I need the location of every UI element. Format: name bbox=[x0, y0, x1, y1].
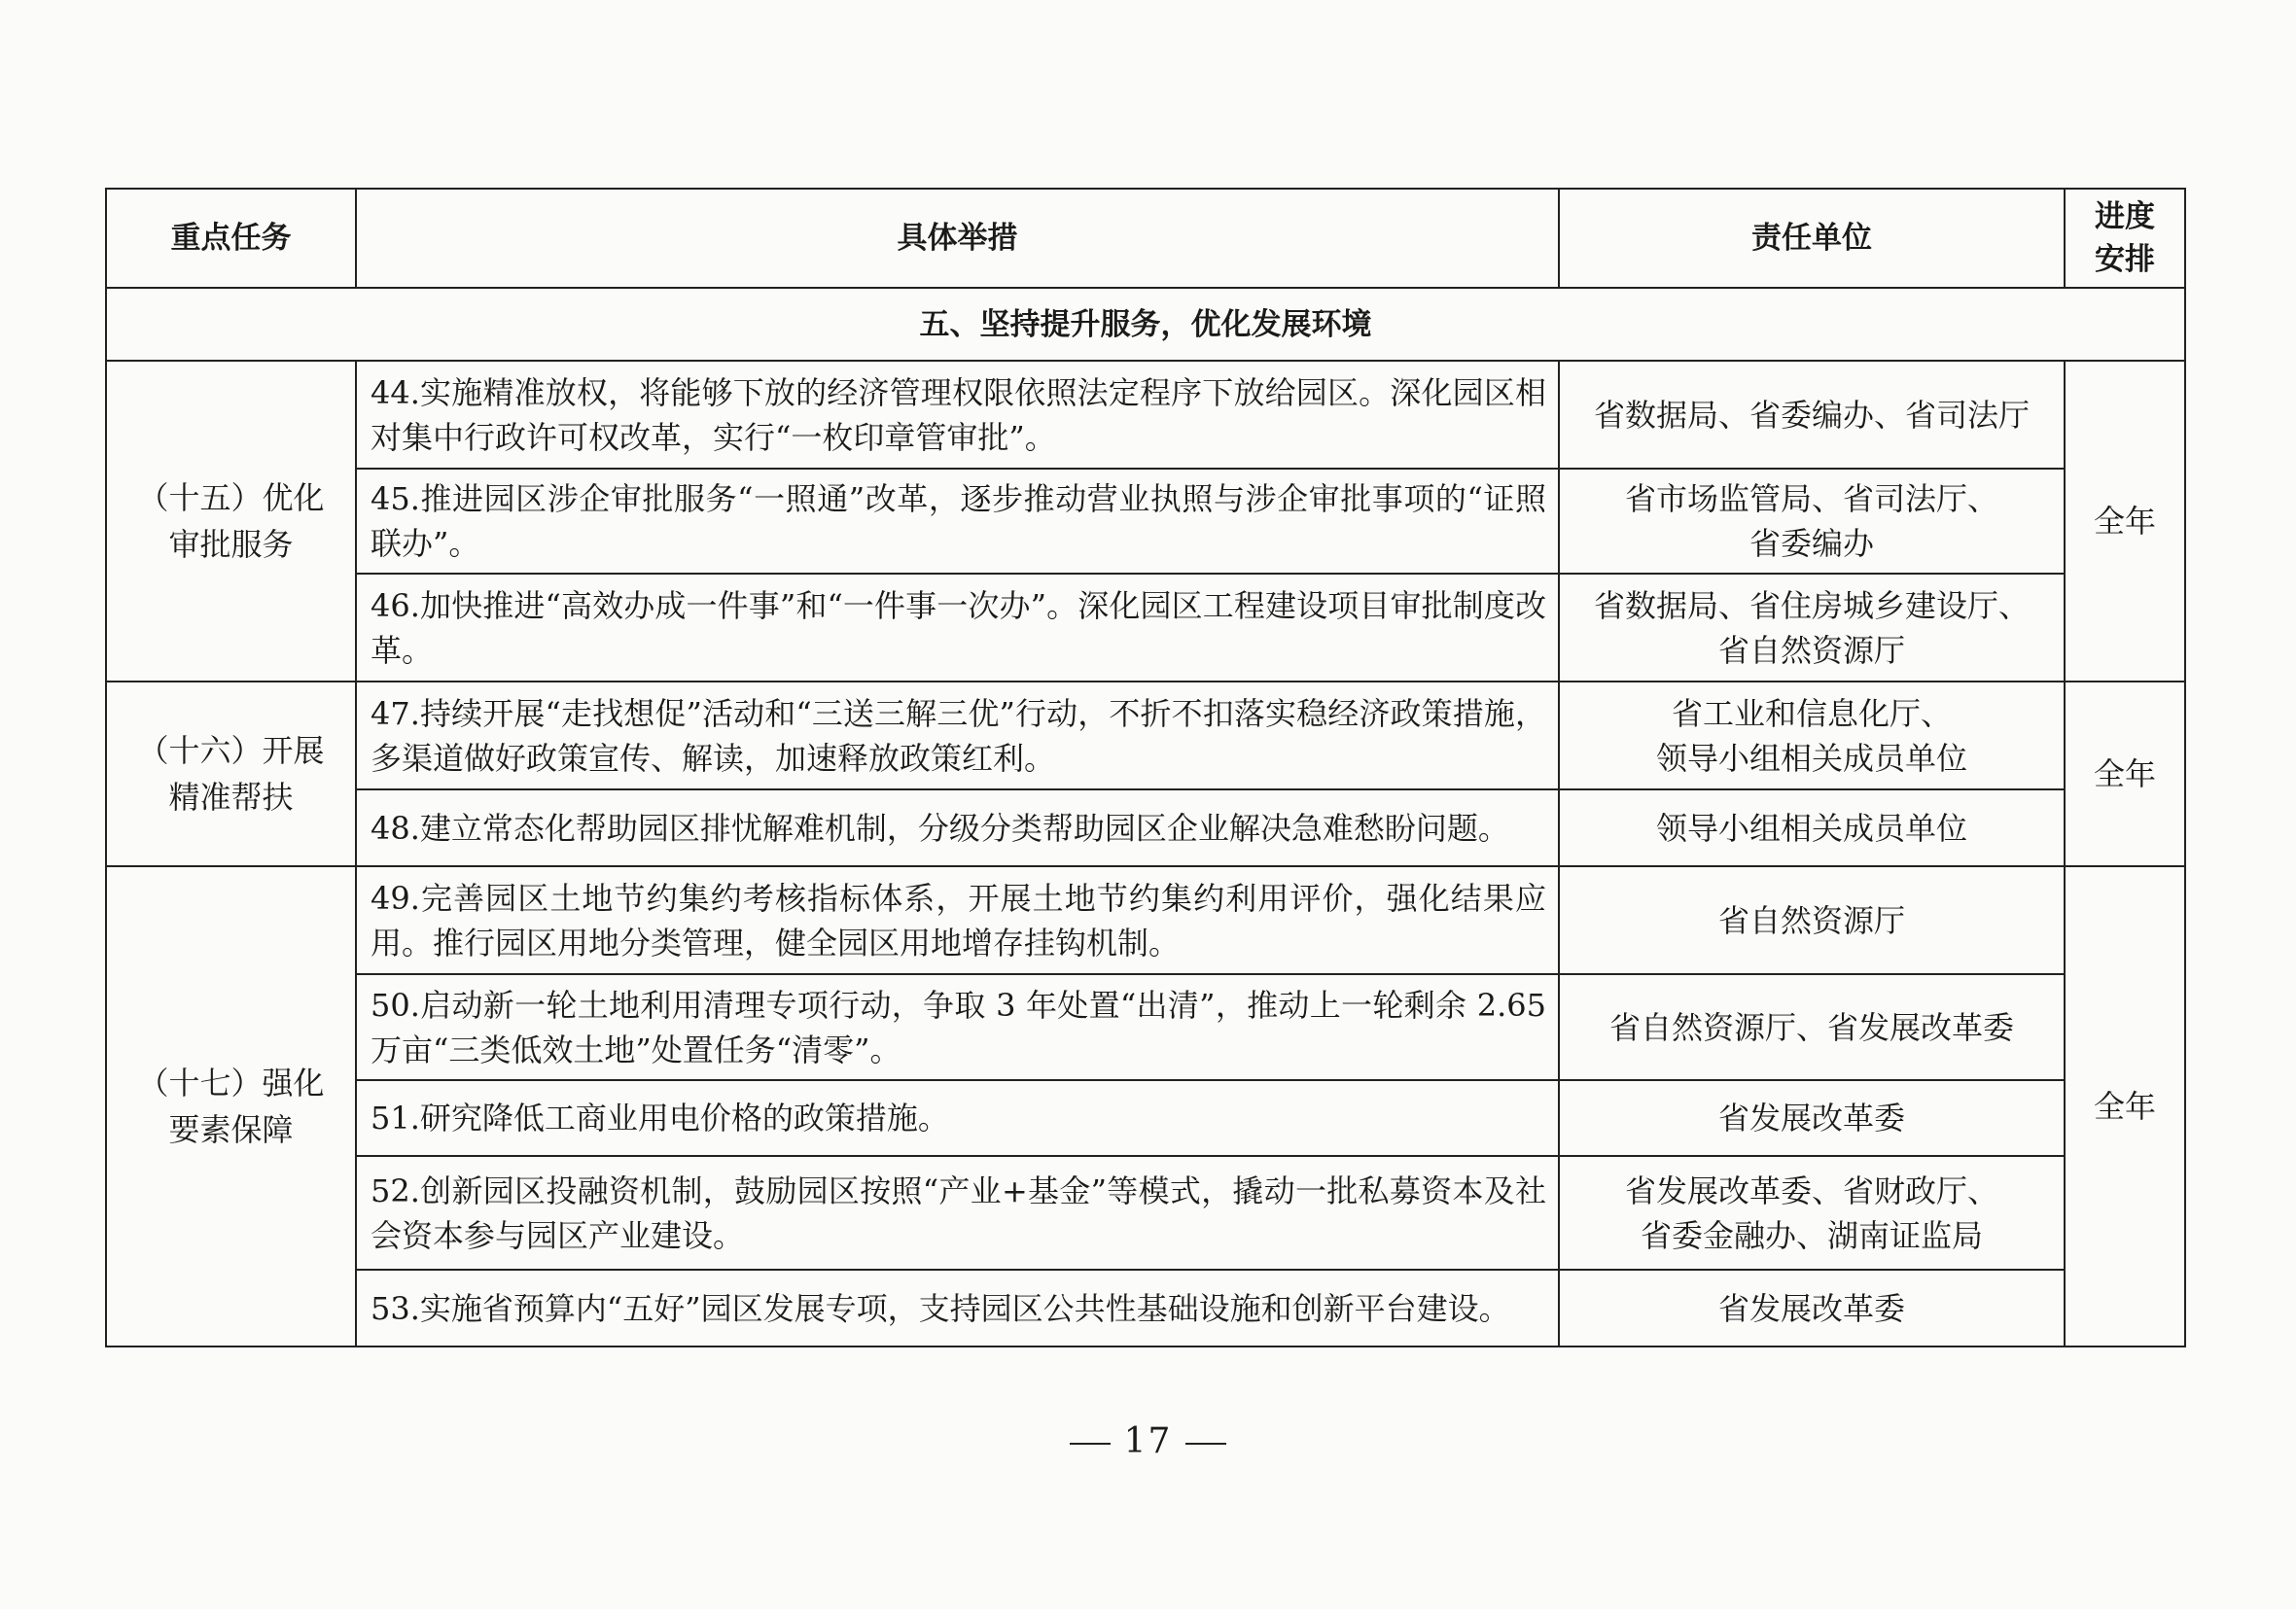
unit-cell bbox=[1559, 574, 2065, 682]
task-line: 审批服务 bbox=[168, 526, 294, 563]
unit-cell bbox=[1559, 1270, 2065, 1347]
unit-line: 领导小组相关成员单位 bbox=[1655, 809, 1967, 847]
measure-cell: 49.完善园区土地节约集约考核指标体系，开展土地节约集约利用评价，强化结果应用。推行园区用地分类管理，健全园区用地增存挂钩机制。 bbox=[356, 866, 1559, 974]
table-row bbox=[106, 574, 2185, 682]
unit-cell bbox=[1559, 682, 2065, 789]
unit-cell bbox=[1559, 1080, 2065, 1156]
unit-line: 省市场监管局、省司法厅、 bbox=[1624, 480, 1998, 517]
task-line: 精准帮扶 bbox=[168, 779, 294, 816]
measure-cell: 52.创新园区投融资机制，鼓励园区按照“产业+基金”等模式，撬动一批私募资本及社会资本参与园区产业建设。 bbox=[356, 1156, 1559, 1270]
unit-line: 领导小组相关成员单位 bbox=[1655, 739, 1967, 777]
unit-cell bbox=[1559, 469, 2065, 574]
unit-line: 省自然资源厅 bbox=[1717, 901, 1905, 939]
table-row bbox=[106, 682, 2185, 789]
dash-right bbox=[1185, 1443, 1226, 1445]
page-number-value: 17 bbox=[1123, 1421, 1173, 1461]
schedule-cell: 全年 bbox=[2065, 361, 2185, 682]
unit-line: 省发展改革委 bbox=[1717, 1100, 1905, 1137]
header-schedule-line1: 进度 bbox=[2095, 199, 2155, 234]
header-schedule-line2: 安排 bbox=[2095, 242, 2155, 277]
unit-line: 省委金融办、湖南证监局 bbox=[1640, 1216, 1983, 1254]
page-number bbox=[0, 1421, 2296, 1461]
table-row bbox=[106, 1270, 2185, 1347]
unit-cell bbox=[1559, 866, 2065, 974]
unit-line: 省委编办 bbox=[1748, 525, 1874, 562]
task-table bbox=[105, 188, 2186, 1347]
table-row bbox=[106, 361, 2185, 469]
table-row bbox=[106, 866, 2185, 974]
table-row bbox=[106, 1156, 2185, 1270]
unit-cell bbox=[1559, 974, 2065, 1080]
table-row bbox=[106, 469, 2185, 574]
measure-cell: 44.实施精准放权，将能够下放的经济管理权限依照法定程序下放给园区。深化园区相对集中行政许可权改革，实行“一枚印章管审批”。 bbox=[356, 361, 1559, 469]
table-row bbox=[106, 1080, 2185, 1156]
table-row bbox=[106, 974, 2185, 1080]
task-line: （十五）优化 bbox=[137, 479, 325, 516]
measure-cell: 47.持续开展“走找想促”活动和“三送三解三优”行动，不折不扣落实稳经济政策措施，多渠道做好政策宣传、解读，加速释放政策红利。 bbox=[356, 682, 1559, 789]
unit-line: 省自然资源厅、省发展改革委 bbox=[1608, 1008, 2014, 1046]
header-unit: 责任单位 bbox=[1559, 189, 2065, 288]
header-task: 重点任务 bbox=[106, 189, 356, 288]
measure-cell: 45.推进园区涉企审批服务“一照通”改革，逐步推动营业执照与涉企审批事项的“证照联办”。 bbox=[356, 469, 1559, 574]
schedule-cell: 全年 bbox=[2065, 682, 2185, 866]
unit-line: 省工业和信息化厅、 bbox=[1671, 694, 1952, 732]
task-line: （十六）开展 bbox=[137, 732, 325, 769]
table-row bbox=[106, 789, 2185, 866]
unit-line: 省数据局、省委编办、省司法厅 bbox=[1593, 396, 2030, 434]
measure-cell: 50.启动新一轮土地利用清理专项行动，争取 3 年处置“出清”，推动上一轮剩余 2.65 万亩“三类低效土地”处置任务“清零”。 bbox=[356, 974, 1559, 1080]
measure-cell: 48.建立常态化帮助园区排忧解难机制，分级分类帮助园区企业解决急难愁盼问题。 bbox=[356, 789, 1559, 866]
unit-cell bbox=[1559, 1156, 2065, 1270]
dash-left bbox=[1070, 1443, 1111, 1445]
header-measure: 具体举措 bbox=[356, 189, 1559, 288]
unit-line: 省发展改革委、省财政厅、 bbox=[1624, 1172, 1998, 1209]
task-cell bbox=[106, 682, 356, 866]
measure-cell: 51.研究降低工商业用电价格的政策措施。 bbox=[356, 1080, 1559, 1156]
header-schedule bbox=[2065, 189, 2185, 288]
measure-cell: 53.实施省预算内“五好”园区发展专项，支持园区公共性基础设施和创新平台建设。 bbox=[356, 1270, 1559, 1347]
task-cell bbox=[106, 866, 356, 1347]
unit-line: 省自然资源厅 bbox=[1717, 631, 1905, 669]
task-line: 要素保障 bbox=[168, 1111, 294, 1148]
unit-line: 省发展改革委 bbox=[1717, 1289, 1905, 1327]
unit-cell bbox=[1559, 361, 2065, 469]
schedule-cell: 全年 bbox=[2065, 866, 2185, 1347]
unit-line: 省数据局、省住房城乡建设厅、 bbox=[1593, 586, 2030, 624]
task-line: （十七）强化 bbox=[137, 1065, 325, 1102]
section-row bbox=[106, 288, 2185, 361]
measure-cell: 46.加快推进“高效办成一件事”和“一件事一次办”。深化园区工程建设项目审批制度改革。 bbox=[356, 574, 1559, 682]
table-header-row bbox=[106, 189, 2185, 288]
task-cell bbox=[106, 361, 356, 682]
unit-cell bbox=[1559, 789, 2065, 866]
section-title: 五、坚持提升服务，优化发展环境 bbox=[106, 288, 2185, 361]
